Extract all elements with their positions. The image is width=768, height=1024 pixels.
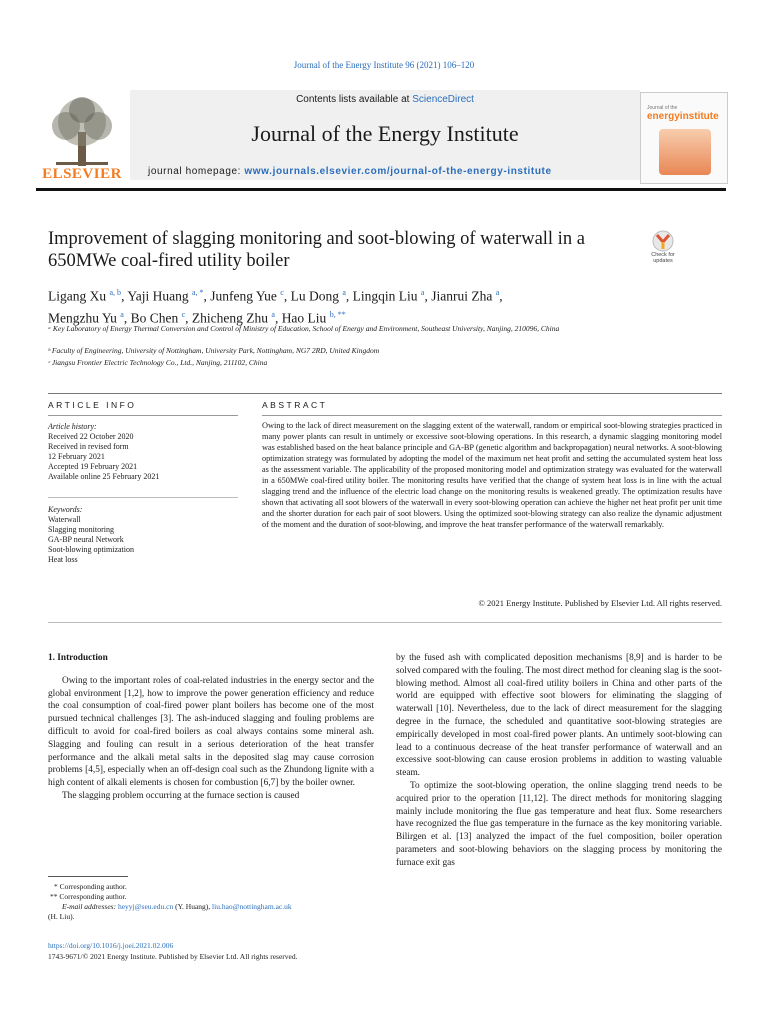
author-separator: , bbox=[123, 310, 131, 325]
author-separator: , bbox=[424, 288, 432, 304]
abstract-copyright: © 2021 Energy Institute. Published by Elsevier Ltd. All rights reserved. bbox=[478, 598, 722, 608]
issn-line: 1743-9671/© 2021 Energy Institute. Published by Elsevier Ltd. All rights reserved. bbox=[48, 952, 298, 961]
body-column-left bbox=[48, 652, 374, 803]
keyword-item: Heat loss bbox=[48, 555, 78, 564]
homepage-link[interactable]: www.journals.elsevier.com/journal-of-the-energy-institute bbox=[244, 166, 552, 177]
keywords-rule bbox=[48, 497, 238, 498]
cover-image bbox=[659, 129, 711, 175]
journal-citation[interactable]: Journal of the Energy Institute 96 (2021) 106–120 bbox=[293, 60, 475, 70]
history-item: Received in revised form bbox=[48, 442, 129, 451]
history-item: Accepted 19 February 2021 bbox=[48, 462, 138, 471]
footnote-corresponding-2: ** Corresponding author. bbox=[50, 892, 127, 901]
author-separator: , bbox=[121, 288, 128, 304]
author-affiliation-marker[interactable]: a, b bbox=[109, 288, 122, 297]
footnote-corresponding-1: * Corresponding author. bbox=[54, 882, 127, 891]
author-name[interactable]: Lu Dong bbox=[290, 288, 339, 304]
body-paragraph: The slagging problem occurring at the furnace section is caused bbox=[62, 790, 300, 801]
keyword-item: Waterwall bbox=[48, 515, 81, 524]
homepage-label: journal homepage: bbox=[148, 166, 245, 177]
author-name[interactable]: Lingqin Liu bbox=[352, 288, 418, 304]
doi-block bbox=[48, 940, 448, 962]
article-title: Improvement of slagging monitoring and soot-blowing of waterwall in a 650MWe coal-fired utility boiler bbox=[48, 229, 585, 271]
affiliation-c: ᶜ Jiangsu Frontier Electric Technology Co., Ltd., Nanjing, 211102, China bbox=[48, 358, 268, 367]
journal-cover-thumbnail[interactable] bbox=[640, 92, 728, 184]
email-link-huang[interactable]: heyyj@seu.edu.cn bbox=[117, 902, 174, 911]
author-separator: , bbox=[203, 288, 211, 304]
email-owner-liu: (H. Liu). bbox=[48, 912, 75, 921]
author-affiliation-marker[interactable]: c bbox=[280, 288, 284, 297]
elsevier-wordmark[interactable]: ELSEVIER bbox=[42, 166, 122, 182]
author-affiliation-marker[interactable]: a bbox=[495, 288, 500, 297]
body-paragraph: by the fused ash with complicated deposition mechanisms [8,9] and is harder to be solved compared with the fouling. The most direct method for cleaning slag is the soot-blowing method. Almost all coal-fired utility boilers in China and other parts of the world are equipped with effective soot blowers for eliminating the slagging of waterwall [10]. Nevertheless, due to the lack of direct measurement for the slagging degree in the furnace, the scheduled and quantitative soot-blowing strategies are empirically developed in most coal-fired power plants. An untimely soot-blowing can lead to a continuous decrease of the heat transfer performance of waterwall and an excessive soot-blowing can cause erosion problems in addition to wasting valuable steam. bbox=[396, 653, 722, 779]
abstract-rule bbox=[262, 415, 722, 416]
body-divider bbox=[48, 622, 722, 623]
author-affiliation-marker[interactable]: a bbox=[271, 309, 275, 319]
author-affiliation-marker[interactable]: a, * bbox=[191, 288, 204, 297]
author-name[interactable]: Ligang Xu bbox=[48, 288, 107, 304]
author-affiliation-marker[interactable]: a bbox=[420, 288, 425, 297]
author-affiliation-marker[interactable]: a bbox=[342, 288, 346, 297]
abstract-heading: ABSTRACT bbox=[262, 400, 328, 410]
author-separator: , bbox=[185, 310, 192, 325]
author-name[interactable]: Bo Chen bbox=[130, 310, 179, 325]
author-name[interactable]: Hao Liu bbox=[281, 310, 327, 325]
sciencedirect-link[interactable]: ScienceDirect bbox=[412, 94, 474, 105]
contents-prefix: Contents lists available at bbox=[296, 94, 413, 105]
history-item: Available online 25 February 2021 bbox=[48, 472, 160, 481]
author-name[interactable]: Jianrui Zha bbox=[431, 288, 493, 304]
affiliation-a: ᵃ Key Laboratory of Energy Thermal Conversion and Control of Ministry of Education, School of Energy and Environment, Southeast University, Nanjing, 210096, China bbox=[48, 324, 560, 333]
keyword-item: Slagging monitoring bbox=[48, 525, 114, 534]
keywords-label: Keywords: bbox=[48, 505, 83, 514]
affiliation-b: ᵇ Faculty of Engineering, University of Nottingham, University Park, Nottingham, NG7 2RD, United Kingdom bbox=[48, 346, 380, 355]
doi-link[interactable]: https://doi.org/10.1016/j.joei.2021.02.006 bbox=[48, 941, 174, 950]
email-link-liu[interactable]: liu.hao@nottingham.ac.uk bbox=[212, 902, 292, 911]
author-separator: , bbox=[274, 310, 282, 325]
section-divider bbox=[48, 393, 722, 394]
footnotes bbox=[48, 882, 378, 922]
header-divider bbox=[36, 188, 726, 191]
author-separator: , bbox=[283, 288, 291, 304]
crossmark-label: Check for updates bbox=[651, 252, 675, 264]
journal-homepage bbox=[148, 166, 552, 177]
cover-brand-text: energyinstitute bbox=[647, 111, 719, 122]
author-list bbox=[48, 284, 688, 327]
history-label: Article history: bbox=[48, 422, 97, 431]
body-paragraph: Owing to the important roles of coal-related industries in the energy sector and the global environment [1,2], how to improve the power generation efficiency and reduce the coal consumption of coal-fired power plant boilers has become one of the most pursued technical challenges [3]. The ash-induced slagging and fouling problems are difficult to avoid for coal-fired boilers as coal always contains some mineral ash. Slagging and fouling can result in a serious deterioration of the heat transfer performance and the alkali metal salts in the deposited slag may cause corrosion problems [4,5], especially when an off-design coal such as the Zhundong lignite with a high content of alkali elements is chosen for combustion [6,7] by the boiler owner. bbox=[48, 675, 374, 789]
email-owner-huang: (Y. Huang), bbox=[173, 902, 213, 911]
body-column-right bbox=[396, 652, 722, 870]
author-name[interactable]: Mengzhu Yu bbox=[48, 310, 117, 325]
abstract-text: Owing to the lack of direct measurement on the slagging extent of the waterwall, random or empirical soot-blowing strategies practiced in many power plants can result in untimely or excessive soot-blowing operations. In this research, a dynamic slagging monitoring model was established based on the heat balance principle and GA-BP (genetic algorithm and backpropagation) neural networks. A soot-blowing optimization strategy was formulated by adopting the model of the maximum net heat profit and setting the accumulated system heat loss as the assessment variable. The applicability of the proposed monitoring model and optimization strategy was evaluated for the waterwall in a 650MWe coal-fired utility boiler. The monitoring results have verified that the change of system heat loss is in line with the actual slagging trend and the influence of the electric load change on the monitoring results is weakened greatly. The optimization results have shown that activating all soot blowers of the waterwall in every soot-blowing operation can achieve the higher net heat profit per unit time and the shorter duration for each pair of soot blowers. Using the optimized soot-blowing strategy can also realize the dynamic adjustment of the moment and the duration of soot-blowing, and improve the heat transfer performance of the waterwall remarkably. bbox=[262, 421, 722, 529]
author-affiliation-marker[interactable]: b, ** bbox=[329, 309, 346, 319]
author-separator: , bbox=[499, 288, 503, 304]
journal-title: Journal of the Energy Institute bbox=[251, 121, 519, 146]
author-name[interactable]: Junfeng Yue bbox=[210, 288, 277, 304]
author-affiliation-marker[interactable]: a bbox=[120, 309, 124, 319]
history-item: 12 February 2021 bbox=[48, 452, 105, 461]
email-label: E-mail addresses: bbox=[62, 902, 118, 911]
section-heading-introduction: 1. Introduction bbox=[48, 653, 108, 663]
article-info-heading: ARTICLE INFO bbox=[48, 400, 137, 410]
footnote-rule bbox=[48, 876, 128, 877]
info-rule bbox=[48, 415, 238, 416]
history-item: Received 22 October 2020 bbox=[48, 432, 134, 441]
author-name[interactable]: Yaji Huang bbox=[127, 288, 189, 304]
keywords bbox=[48, 505, 238, 565]
keyword-item: Soot-blowing optimization bbox=[48, 545, 134, 554]
contents-line bbox=[130, 94, 640, 105]
author-affiliation-marker[interactable]: c bbox=[181, 309, 186, 319]
body-paragraph: To optimize the soot-blowing operation, the online slagging trend needs to be acquired prior to the operation [11,12]. The direct methods for monitoring slagging mainly include monitoring the flue gas temperature and heat flux. Some researchers have recognized the flue gas temperature in the furnace as the key monitoring variable. Bilirgen et al. [13] analyzed the impact of the fuel composition, boiler operation parameters and soot-blowing behaviors on the slagging process by monitoring the furnace exit gas bbox=[396, 780, 722, 868]
keyword-item: GA-BP neural Network bbox=[48, 535, 124, 544]
author-name[interactable]: Zhicheng Zhu bbox=[191, 310, 268, 325]
author-separator: , bbox=[345, 288, 353, 304]
cover-small-text: Journal of the bbox=[647, 105, 678, 111]
article-history bbox=[48, 422, 238, 482]
